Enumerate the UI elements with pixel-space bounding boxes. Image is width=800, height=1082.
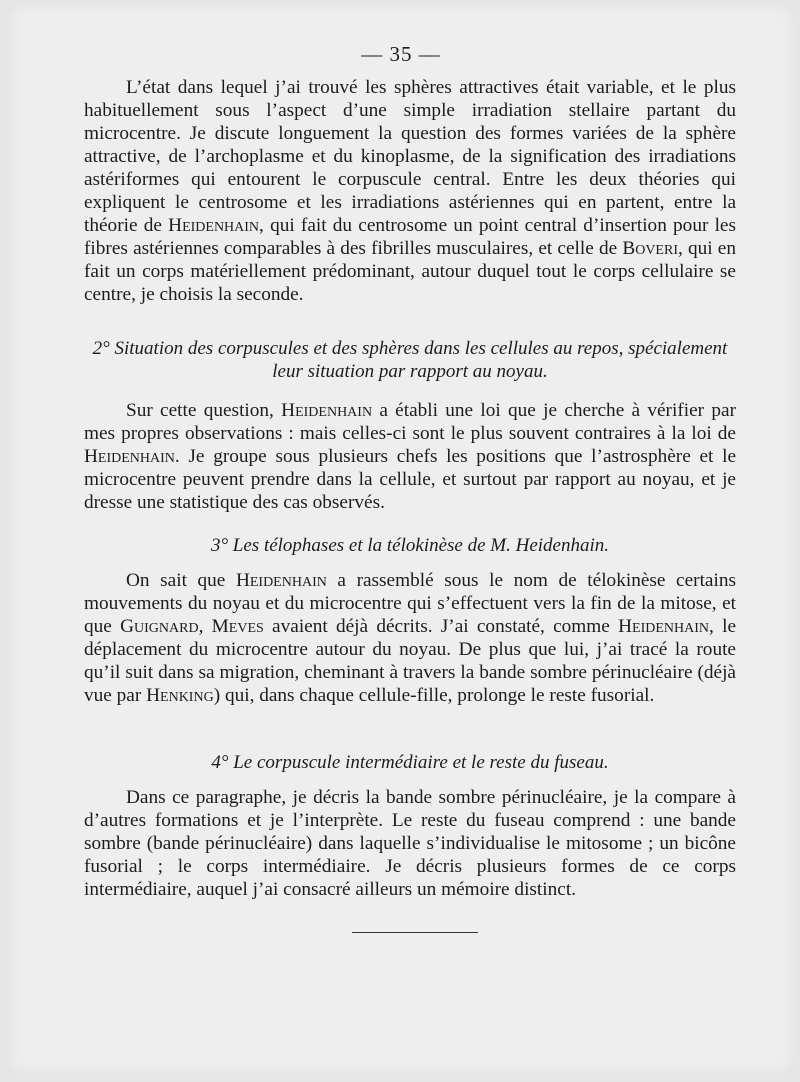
text-run: a rassemblé sous le nom de télokinèse certains mouvements du noyau et du microcentre qui s’effectuent vers la fin de la mitose, et que bbox=[84, 570, 736, 637]
paragraph-text bbox=[84, 786, 736, 901]
heading-line: leur situation par rapport au noyau. bbox=[272, 361, 548, 382]
paragraph-telophases bbox=[84, 569, 736, 707]
author-name: Henking bbox=[146, 685, 214, 706]
document-page bbox=[8, 4, 794, 1074]
text-run: . Je groupe sous plusieurs chefs les positions que l’astrosphère et le microcentre peuvent prendre dans la cellule, et surtout par rapport au noyau, et je dresse une statistique des cas observés. bbox=[84, 446, 736, 513]
section-heading-3: 3° Les télophases et la télokinèse de M. Heidenhain. bbox=[210, 535, 610, 556]
text-run: , le déplacement du microcentre autour du noyau. De plus que lui, j’ai tracé la route qu’il suit dans sa migration, cheminant à travers la bande sombre périnucléaire (déjà vue par bbox=[84, 616, 737, 706]
author-name: Meves bbox=[211, 616, 264, 637]
text-run: ) qui, dans chaque cellule-fille, prolonge le reste fusorial. bbox=[213, 685, 655, 706]
text-run: a établi une loi que je cherche à vérifier par mes propres observations : mais celles-ci sont le plus souvent contraires à la loi de bbox=[84, 400, 736, 444]
paragraph-text bbox=[84, 76, 736, 306]
text-run: , bbox=[198, 616, 212, 637]
text-run: L’état dans lequel j’ai trouvé les sphères attractives était variable, et le plus habituellement sous l’aspect d’une simple irradiation stellaire partant du microcentre. Je discute longuement la question des formes variées de la sphère attractive, de l’archoplasme et du kinoplasme, de la signification des irradiations astériformes qui entourent le corpuscule central. Entre les deux théories qui expliquent le centrosome et les irradiations astériennes qui en partent, entre la théorie de bbox=[84, 77, 736, 236]
author-name: Heidenhain bbox=[281, 400, 373, 421]
text-run: , qui en fait un corps matériellement prédominant, autour duquel tout le corps cellulaire se centre, je choisis la seconde. bbox=[84, 238, 736, 305]
paragraph-situation bbox=[84, 399, 736, 514]
text-run: , qui fait du centrosome un point central d’insertion pour les fibres astériennes comparables à des fibrilles musculaires, et celle de bbox=[84, 215, 736, 259]
page-number: — 35 — bbox=[361, 42, 441, 66]
text-run: Sur cette question, bbox=[126, 400, 282, 421]
paragraph-text bbox=[84, 399, 736, 514]
section-heading-2 bbox=[84, 337, 736, 383]
author-name: Guignard bbox=[120, 616, 199, 637]
author-name: Boveri bbox=[622, 238, 678, 259]
text-run: avaient déjà décrits. J’ai constaté, comme bbox=[263, 616, 619, 637]
author-name: Heidenhain bbox=[618, 616, 710, 637]
paragraph-spheres-attractives bbox=[84, 76, 736, 306]
paragraph-text bbox=[84, 569, 736, 707]
closing-rule bbox=[352, 932, 478, 933]
author-name: Heidenhain bbox=[235, 570, 327, 591]
author-name: Heidenhain bbox=[168, 215, 260, 236]
text-run: On sait que bbox=[126, 570, 236, 591]
section-heading-4: 4° Le corpuscule intermédiaire et le reste du fuseau. bbox=[211, 752, 609, 773]
heading-line: 2° Situation des corpuscules et des sphères dans les cellules au repos, spécialement bbox=[92, 338, 728, 359]
text-run: Dans ce paragraphe, je décris la bande sombre périnucléaire, je la compare à d’autres formations et je l’interprète. Le reste du fuseau comprend : une bande sombre (bande périnucléaire) dans laquelle s’individualise le mitosome ; un bicône fusorial ; le corps intermédiaire. Je décris plusieurs formes de ce corps intermédiaire, auquel j’ai consacré ailleurs un mémoire distinct. bbox=[84, 787, 736, 900]
paragraph-corpuscule-intermediaire bbox=[84, 786, 736, 901]
author-name: Heidenhain bbox=[84, 446, 175, 467]
